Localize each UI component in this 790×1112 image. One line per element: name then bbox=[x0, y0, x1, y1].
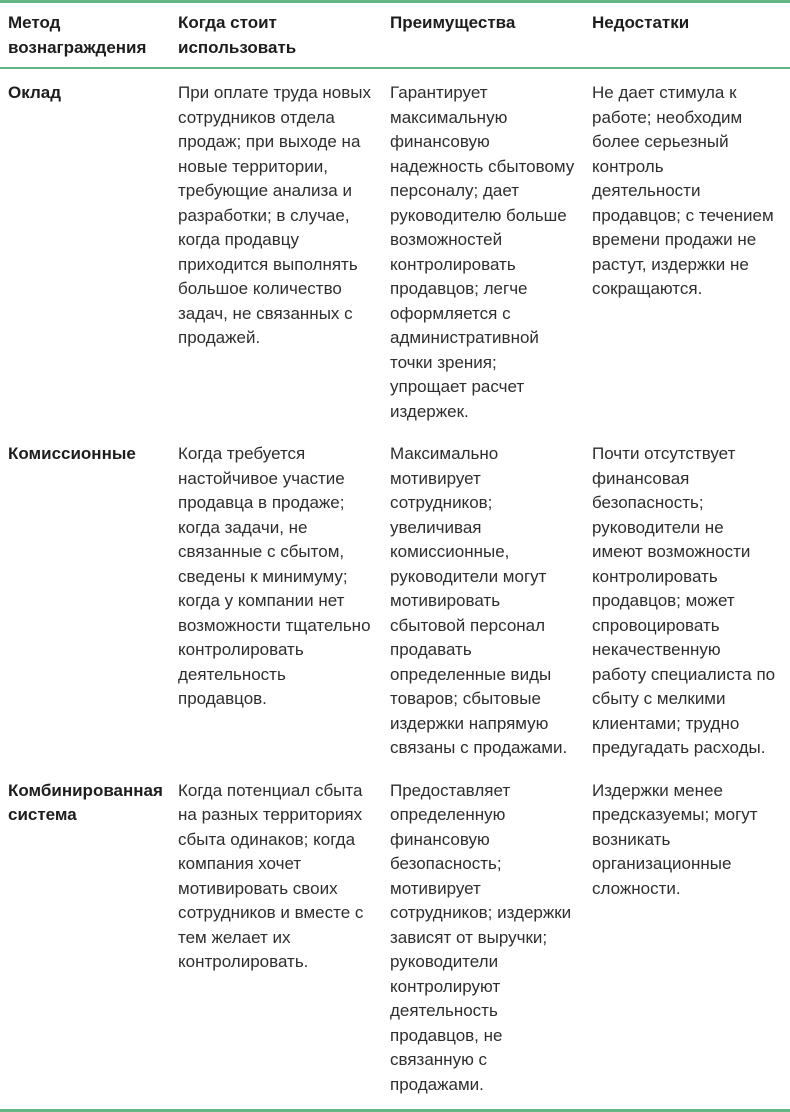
table-header-row bbox=[0, 0, 790, 69]
table-row-combined-system bbox=[0, 767, 790, 1104]
row-method-label: Оклад bbox=[8, 83, 61, 102]
table-row-commission bbox=[0, 430, 790, 767]
column-header-advantages: Преимущества bbox=[390, 13, 516, 32]
cell-advantages: Гарантирует максимальную финансовую надежность сбытовому персоналу; дает руководителю больше возможностей контролировать продавцов; легче оформляется с административной точки зрения; упрощает расчет издержек. bbox=[390, 83, 575, 421]
cell-advantages: Предоставляет определенную финансовую безопасность; мотивирует сотрудников; издержки зависят от выручки; руководители контролируют деятельность продавцов, не связанную с продажами. bbox=[390, 780, 572, 1094]
cell-when-to-use: Когда потенциал сбыта на разных территориях сбыта одинаков; когда компания хочет мотивировать своих сотрудников и вместе с тем желает их контролировать. bbox=[178, 780, 364, 971]
row-method-label: Комбинированная система bbox=[8, 780, 163, 824]
cell-disadvantages: Не дает стимула к работе; необходим более серьезный контроль деятельности продавцов; с течением времени продажи не растут, издержки не сокращаются. bbox=[592, 83, 774, 298]
cell-disadvantages: Почти отсутствует финансовая безопасность; руководители не имеют возможности контролировать продавцов; может спровоцировать некачественную работу специалиста по сбыту с мелкими клиентами; трудно предугадать расходы. bbox=[592, 444, 776, 757]
column-header-disadvantages: Недостатки bbox=[592, 13, 690, 32]
row-method-label: Комиссионные bbox=[8, 444, 136, 463]
cell-advantages: Максимально мотивирует сотрудников; увеличивая комиссионные, руководители могут мотивировать сбытовой персонал продавать определенные виды товаров; сбытовые издержки напрямую связаны с продажами. bbox=[390, 444, 568, 757]
cell-when-to-use: При оплате труда новых сотрудников отдела продаж; при выходе на новые территории, требующие анализа и разработки; в случае, когда продавцу приходится выполнять большое количество задач, не связанных с продажей. bbox=[178, 83, 372, 347]
column-header-method: Метод вознаграждения bbox=[8, 13, 147, 57]
cell-when-to-use: Когда требуется настойчивое участие продавца в продаже; когда задачи, не связанные с сбытом, сведены к минимуму; когда у компании нет возможности тщательно контролировать деятельность продавцов. bbox=[178, 444, 371, 708]
table-row-salary bbox=[0, 69, 790, 430]
cell-disadvantages: Издержки менее предсказуемы; могут возникать организационные сложности. bbox=[592, 780, 758, 898]
column-header-when-to-use: Когда стоит использовать bbox=[178, 13, 297, 57]
